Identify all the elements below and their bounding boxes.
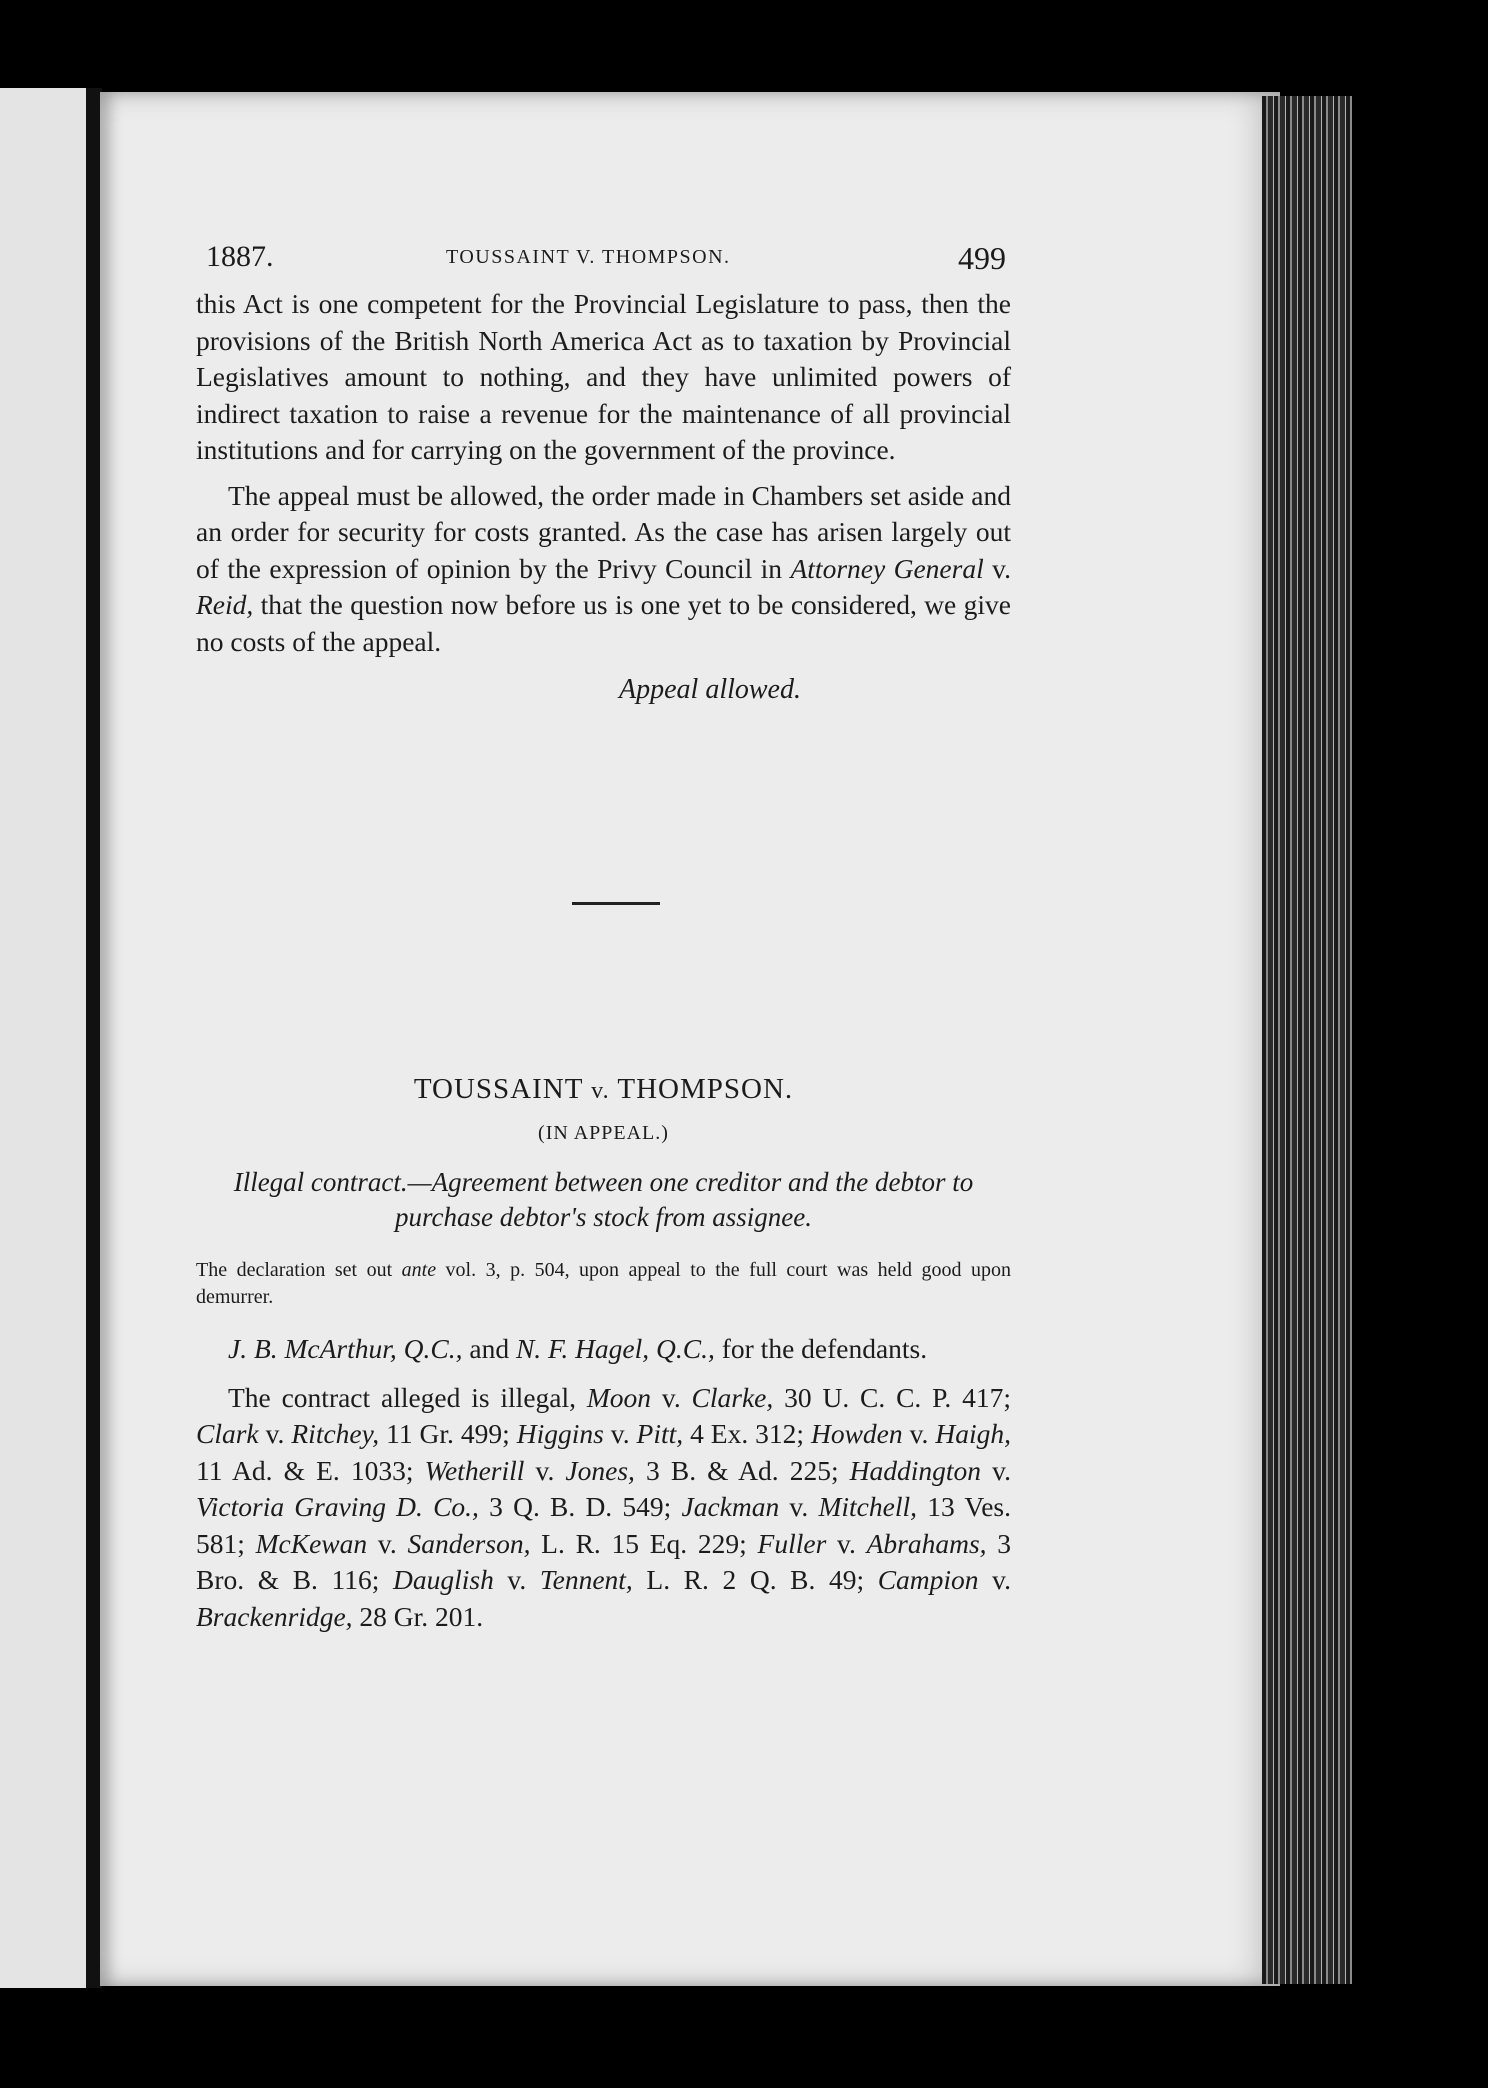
citation-reference: 28 Gr. 201. [352, 1600, 484, 1632]
counsel-2: N. F. Hagel, Q.C., [515, 1333, 715, 1364]
citation-versus: v. [651, 1381, 692, 1413]
citation-party-a: Howden [810, 1418, 903, 1449]
citation-reference: L. R. 15 Eq. 229; [530, 1527, 758, 1559]
citation-party-b: Clarke, [691, 1381, 774, 1413]
citation-party-a: Fuller [757, 1527, 827, 1559]
citation-reference: 11 Ad. & E. 1033; [196, 1454, 425, 1486]
citation [517, 1418, 811, 1449]
case-name-reid: Reid, [196, 589, 254, 620]
citation-reference: 30 U. C. C. P. 417; [773, 1381, 1011, 1413]
citation [587, 1382, 1011, 1413]
page-stack-edges [1262, 96, 1352, 1984]
citation-versus: v. [981, 1454, 1011, 1486]
citation [256, 1528, 758, 1559]
citation-party-b: Jones, [565, 1454, 635, 1486]
judgment-result: Appeal allowed. [619, 674, 801, 705]
citation-party-b: Ritchey, [291, 1418, 380, 1449]
summary-text-a: The declaration set out [196, 1259, 402, 1281]
citation-party-b: Sanderson, [407, 1527, 531, 1559]
citation [393, 1564, 878, 1595]
citation-versus: v. [978, 1564, 1011, 1595]
citation-party-b: Haigh, [935, 1418, 1012, 1449]
citation-versus: v. [367, 1527, 408, 1559]
para2-text-b: that the question now before us is one yet to be considered, we give no costs of the appeal. [196, 589, 1011, 657]
running-head [196, 232, 1011, 286]
summary-text-b: vol. 3, p. 504, upon appeal to the full court was held good upon demurrer. [196, 1259, 1011, 1308]
citation-party-b: Abrahams, [866, 1527, 987, 1559]
citation-party-a: Clark [196, 1418, 259, 1449]
citation-party-a: Dauglish [392, 1564, 494, 1595]
citation-versus: v. [826, 1527, 867, 1559]
citation-party-a: Moon [586, 1381, 652, 1413]
argument-paragraph [196, 1380, 1011, 1636]
case-versus: v. [591, 1078, 610, 1104]
running-title: TOUSSAINT V. THOMPSON. [446, 246, 731, 268]
party-a: TOUSSAINT [413, 1073, 583, 1105]
counsel-and: and [462, 1333, 516, 1364]
citation-party-b: Tennent, [539, 1564, 633, 1595]
citation-versus: v. [779, 1491, 819, 1522]
citation-versus: v. [493, 1564, 540, 1595]
para2-text-a: The appeal must be allowed, the order made in Chambers set aside and an order for security for costs granted. As the case has arisen largely out of the expression of opinion by the Privy Council in [196, 479, 1011, 584]
opinion-paragraph-2 [196, 478, 1011, 661]
citation [425, 1455, 850, 1486]
case-summary [196, 1257, 1011, 1311]
citation-party-b: Mitchell, [818, 1491, 917, 1522]
citation-party-a: McKewan [255, 1527, 368, 1559]
citation-versus: v. [524, 1454, 566, 1486]
section-divider [572, 902, 660, 905]
citation-party-b: Victoria Graving D. Co., [196, 1491, 479, 1522]
citation-reference: 3 B. & Ad. 225; [634, 1454, 850, 1486]
citation-party-a: Higgins [516, 1418, 604, 1449]
previous-page-edge [0, 88, 88, 1988]
citation-reference: 3 Q. B. D. 549; [478, 1491, 682, 1522]
counsel-line [196, 1331, 1011, 1368]
argument-intro: The contract alleged is illegal, [228, 1381, 587, 1413]
citation-reference: 3 Bro. & B. 116; [196, 1527, 1012, 1595]
summary-ante: ante [401, 1259, 437, 1281]
opinion-paragraph-1: this Act is one competent for the Provincial Legislature to pass, then the provisions of the British North America Act as to taxation by Provincial Legislatives amount to nothing, and they have unlimited powers of indirect taxation to raise a revenue for the maintenance of all provincial institutions and for carrying on the government of the province. [196, 288, 1011, 465]
citation-reference: 11 Gr. 499; [379, 1418, 517, 1449]
citation-versus: v. [603, 1418, 637, 1449]
page-content [196, 232, 1011, 1635]
court-designation: (IN APPEAL.) [538, 1122, 669, 1144]
header-year: 1887. [206, 240, 274, 273]
citation-reference: 13 Ves. 581; [196, 1491, 1011, 1559]
citation-versus: v. [902, 1418, 936, 1449]
citation [196, 1418, 517, 1449]
case-name-attorney-general: Attorney General [790, 552, 984, 584]
citation-party-a: Jackman [681, 1491, 780, 1522]
party-b: THOMPSON. [617, 1073, 794, 1105]
headnote: Illegal contract.—Agreement between one creditor and the debtor to purchase debtor's stock from assignee. [233, 1167, 974, 1232]
citation-party-a: Campion [877, 1564, 979, 1595]
counsel-1: J. B. McArthur, Q.C., [228, 1333, 463, 1364]
citation-party-a: Wetherill [424, 1454, 525, 1486]
citation-party-b: Brackenridge, [196, 1600, 353, 1632]
citation-reference: L. R. 2 Q. B. 49; [632, 1564, 878, 1595]
citation-party-a: Haddington [849, 1454, 982, 1486]
citation-list [196, 1382, 1011, 1632]
counsel-tail: for the defendants. [714, 1333, 928, 1364]
citation-versus: v. [258, 1418, 292, 1449]
citation-party-b: Pitt, [636, 1418, 684, 1449]
page-number: 499 [958, 240, 1006, 276]
versus: v. [983, 552, 1011, 584]
citation-reference: 4 Ex. 312; [683, 1418, 811, 1449]
case-title [196, 1073, 1011, 1106]
